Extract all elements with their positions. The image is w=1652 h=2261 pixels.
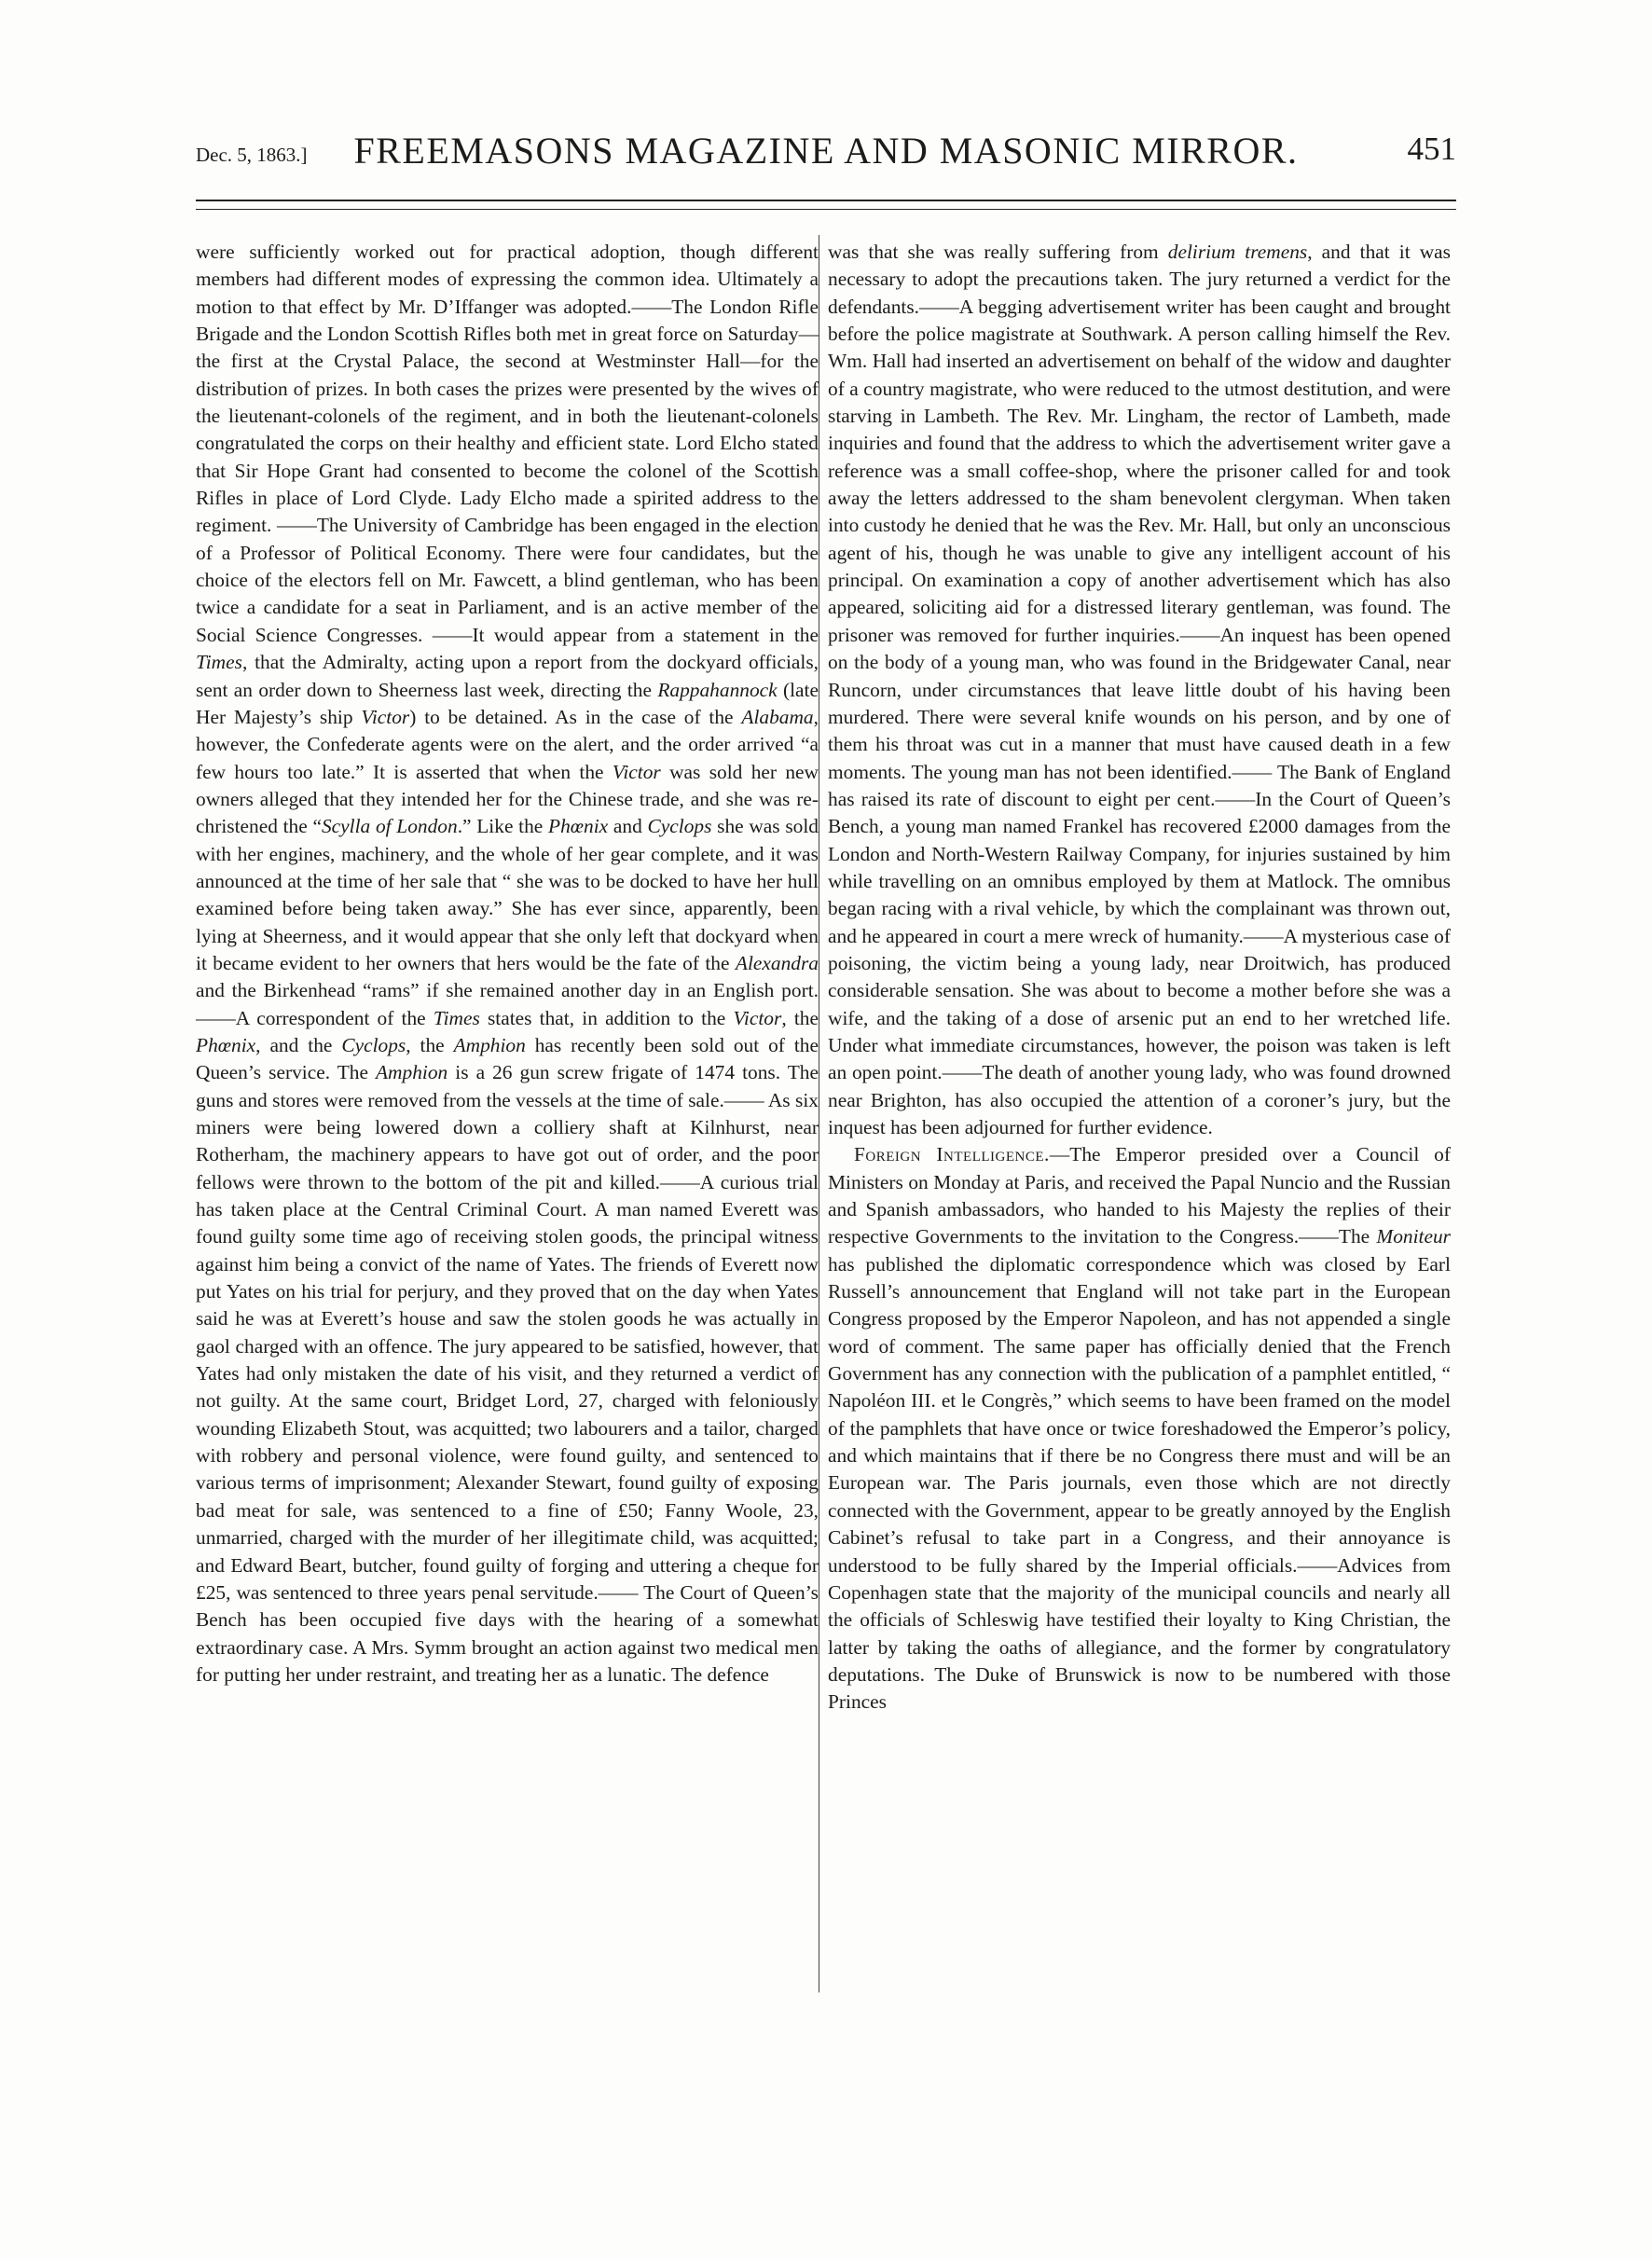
header-rule-thin <box>196 209 1456 210</box>
italic-run: Victor <box>612 760 661 783</box>
italic-run: Scylla of London <box>321 815 458 838</box>
publication-title: FREEMASONS MAGAZINE AND MASONIC MIRROR. <box>353 130 1299 172</box>
foreign-intelligence-paragraph <box>828 1141 1451 1716</box>
text-run: was that she was really suffering from <box>828 241 1168 263</box>
italic-run: Amphion <box>375 1061 448 1084</box>
text-run: has published the diplomatic correspondence which was closed by Earl Russell’s announcement that England will not take part in the European Congress proposed by the Emperor Napoleon, and has not appended a single word of comment. The same paper has officially denied that the French Government has any connection with the publication of a pamphlet entitled, “ Napoléon III. et le Congrès,” which seems to have been framed on the model of the pamphlets that have once or twice foreshadowed the Emperor’s policy, and which maintains that if there be no Congress there must and will be an European war. The Paris journals, even those which are not directly connected with the Government, appear to be greatly annoyed by the English Cabinet’s refusal to take part in a Congress, and their annoyance is understood to be fully shared by the Imperial officials.——Advices from Copenhagen state that the majority of the municipal councils and nearly all the officials of Schleswig have testified their loyalty to King Christian, the latter by taking the oaths of allegiance, and the former by congratulatory deputations. The Duke of Brunswick is now to be numbered with those Princes <box>828 1252 1451 1714</box>
text-run: , however, the Confederate agents were on the alert, and the order arrived “a few hours too late.” It is asserted that when the <box>196 705 819 783</box>
text-run: has recently been sold out of the Queen’s service. The <box>196 1033 819 1084</box>
italic-run: Victor <box>733 1006 782 1029</box>
text-run: —The Emperor presided over a Council of Ministers on Monday at Paris, and received the Papal Nuncio and the Russian and Spanish ambassadors, who handed to his Majesty the replies of their respective Governments to the invitation to the Congress.——The <box>828 1143 1451 1248</box>
italic-run: Rappahannock <box>657 678 778 701</box>
italic-run: Cyclops <box>341 1033 406 1056</box>
italic-run: Victor <box>361 705 410 728</box>
italic-run: Alexandra <box>735 951 819 974</box>
text-run: was sold her new owners alleged that they intended her for the Chinese trade, and she was re-christened the “ <box>196 760 819 838</box>
italic-run: Alabama <box>741 705 814 728</box>
text-run: she was sold with her engines, machinery, and the whole of her gear complete, and it was announced at the time of her sale that “ she was to be docked to have her hull examined before being taken away.” She has ever since, apparently, been lying at Sheerness, and it would appear that she only left that dockyard when it became evident to her owners that hers would be the fate of the <box>196 815 819 974</box>
masthead <box>196 129 1456 175</box>
article-paragraph <box>828 239 1451 1141</box>
text-run: were sufficiently worked out for practical adoption, though different members had different modes of expressing the common idea. Ultimately a motion to that effect by Mr. D’Iffanger was adopted.——The London Rifle Brigade and the London Scottish Rifles both met in great force on Saturday—the first at the Crystal Palace, the second at Westminster Hall—for the distribution of prizes. In both cases the prizes were presented by the wives of the lieutenant-colonels of the regiment, and in both the lieutenant-colonels congratulated the corps on their healthy and efficient state. Lord Elcho stated that Sir Hope Grant had consented to become the colonel of the Scottish Rifles in place of Lord Clyde. Lady Elcho made a spirited address to the regiment. ——The University of Cambridge has been engaged in the election of a Professor of Political Economy. There were four candidates, but the choice of the electors fell on Mr. Fawcett, a blind gentleman, who has been twice a candidate for a seat in Parliament, and is an active member of the Social Science Congresses. ——It would appear from a statement in the <box>196 241 819 646</box>
text-run: , and the <box>255 1033 342 1056</box>
text-run: states that, in addition to the <box>479 1006 734 1029</box>
italic-run: Phœnix <box>196 1033 256 1056</box>
text-run: , the <box>406 1033 454 1056</box>
italic-run: Amphion <box>453 1033 526 1056</box>
text-run: , the <box>781 1006 819 1029</box>
italic-run: Moniteur <box>1376 1225 1451 1248</box>
text-run: .” Like the <box>457 815 549 838</box>
text-run: , and that it was necessary to adopt the precautions taken. The jury returned a verdict for the defendants.——A begging advertisement writer has been caught and brought before the police magistrate at Southwark. A person calling himself the Rev. Wm. Hall had inserted an advertisement on behalf of the widow and daughter of a country magistrate, who were reduced to the utmost destitution, and were starving in Lambeth. The Rev. Mr. Lingham, the rector of Lambeth, made inquiries and found that the address to which the advertisement writer gave a reference was a small coffee-shop, where the prisoner called for and took away the letters addressed to the sham benevolent clergyman. When taken into custody he denied that he was the Rev. Mr. Hall, but only an unconscious agent of his, though he was unable to give any intelligent account of his principal. On examination a copy of another advertisement which has also appeared, soliciting aid for a distressed literary gentleman, was found. The prisoner was removed for further inquiries.——An inquest has been opened on the body of a young man, who was found in the Bridgewater Canal, near Runcorn, under circumstances that leave little doubt of his having been murdered. There were several knife wounds on his person, and by one of them his throat was cut in a manner that must have caused death in a few moments. The young man has not been identified.—— The Bank of England has raised its rate of discount to eight per cent.——In the Court of Queen’s Bench, a young man named Frankel has recovered £2000 damages from the London and North-Western Railway Company, for injuries sustained by him while travelling on an omnibus employed by them at Matlock. The omnibus began racing with a rival vehicle, by which the complainant was thrown out, and he appeared in court a mere wreck of humanity.——A mysterious case of poisoning, the victim being a young lady, near Droitwich, has produced considerable sensation. She was about to become a mother before she was a wife, and the taking of a dose of arsenic put an end to her wretched life. Under what immediate circumstances, however, the poison was taken is left an open point.——The death of another young lady, who was found drowned near Brighton, has also occupied the attention of a coroner’s jury, but the inquest has been adjourned for further evidence. <box>828 241 1451 1138</box>
text-run: is a 26 gun screw frigate of 1474 tons. The guns and stores were removed from the vessels at the time of sale.—— As six miners were being lowered down a colliery shaft at Kilnhurst, near Rotherham, the machinery appears to have got out of order, and the poor fellows were thrown to the bottom of the pit and killed.——A curious trial has taken place at the Central Criminal Court. A man named Everett was found guilty some time ago of receiving stolen goods, the principal witness against him being a convict of the name of Yates. The friends of Everett now put Yates on his trial for perjury, and they proved that on the day when Yates said he was at Everett’s house and saw the stolen goods he was actually in gaol charged with an offence. The jury appeared to be satisfied, however, that Yates had only mistaken the date of his visit, and they returned a verdict of not guilty. At the same court, Bridget Lord, 27, charged with feloniously wounding Elizabeth Stout, was acquitted; two labourers and a tailor, charged with robbery and personal violence, were found guilty, and sentenced to various terms of imprisonment; Alexander Stewart, found guilty of exposing bad meat for sale, was sentenced to a fine of £50; Fanny Woole, 23, unmarried, charged with the murder of her illegitimate child, was acquitted; and Edward Beart, butcher, found guilty of forging and uttering a cheque for £25, was sentenced to three years penal servitude.—— The Court of Queen’s Bench has been occupied five days with the hearing of a somewhat extraordinary case. A Mrs. Symm brought an action against two medical men for putting her under restraint, and treating her as a lunatic. The defence <box>196 1061 819 1686</box>
italic-run: Times <box>196 651 242 674</box>
page-number: 451 <box>1407 131 1456 167</box>
header-rule-thick <box>196 200 1456 201</box>
text-run: ) to be detained. As in the case of the <box>409 705 742 728</box>
italic-run: delirium tremens <box>1167 241 1308 263</box>
issue-date: Dec. 5, 1863.] <box>196 144 308 166</box>
text-run: and <box>608 815 648 838</box>
italic-run: Phœnix <box>548 815 609 838</box>
italic-run: Times <box>433 1006 480 1029</box>
left-column <box>196 239 819 1992</box>
italic-run: Cyclops <box>647 815 712 838</box>
text-run: (late Her Majesty’s ship <box>196 678 819 728</box>
section-heading: Foreign Intelligence. <box>854 1143 1050 1166</box>
article-paragraph <box>196 239 819 1689</box>
text-run: , that the Admiralty, acting upon a report from the dockyard officials, sent an order down to Sheerness last week, directing the <box>196 651 819 701</box>
text-run: and the Birkenhead “rams” if she remained another day in an English port. ——A correspondent of the <box>196 979 819 1029</box>
right-column <box>828 239 1451 1992</box>
